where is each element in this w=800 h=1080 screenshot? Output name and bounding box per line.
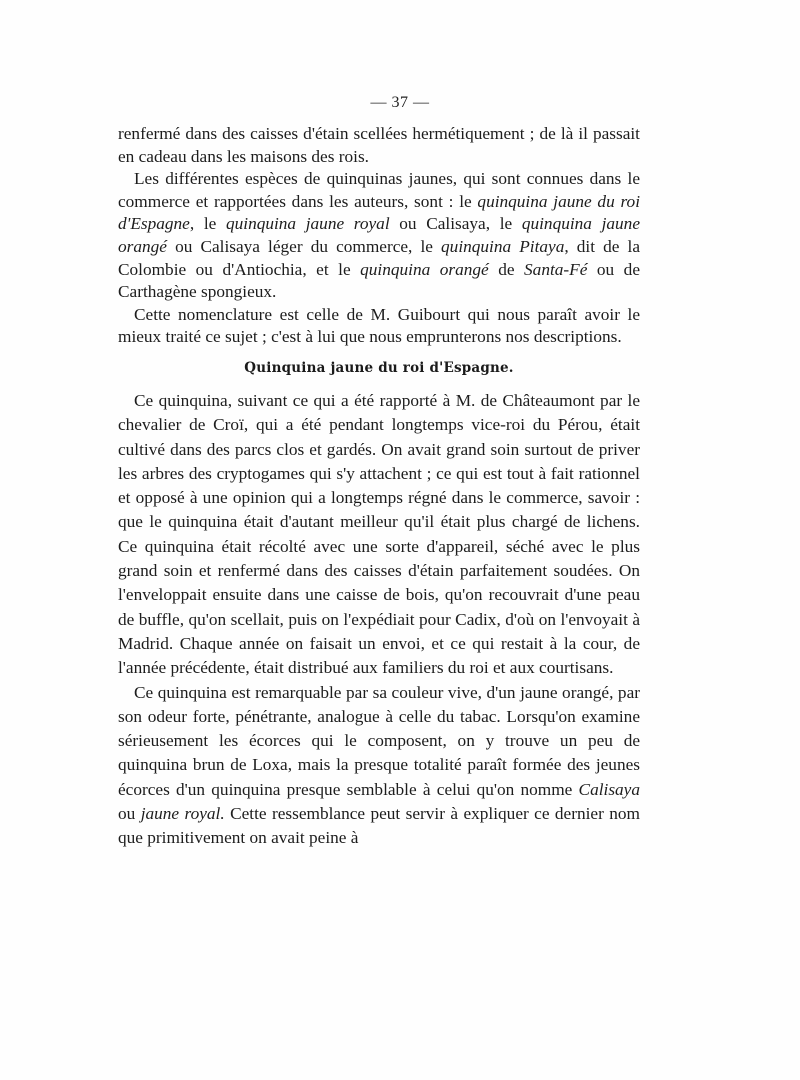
italic-text: Santa-Fé xyxy=(524,259,588,279)
italic-text: jaune royal. xyxy=(140,803,225,823)
paragraph xyxy=(118,168,640,304)
section-heading: Quinquina jaune du roi d'Espagne. xyxy=(244,359,514,376)
text-segment: , dit de la Colombie ou d'Antiochia, et le xyxy=(118,236,640,279)
body-text xyxy=(118,123,640,851)
paragraph xyxy=(118,304,640,349)
text-segment: de xyxy=(488,259,525,279)
text-segment: ou xyxy=(118,803,141,823)
text-segment: Cette ressemblance peut servir à expliquer ce dernier nom que primitivement on avait peine à xyxy=(118,803,640,848)
italic-text: quinquina Pitaya xyxy=(441,236,565,256)
text-segment: ou Calisaya, le xyxy=(389,214,522,234)
text-segment: Ce quinquina est remarquable par sa couleur vive, d'un jaune orangé, par son odeur forte, pénétrante, analogue à celle du tabac. Lorsqu'on examine sérieusement les écorces qui le composent, on y trouve un peu de quinquina brun de Loxa, mais la presque totalité paraît formée des jeunes écorces d'un quinquina presque semblable à celui qu'on nomme xyxy=(118,682,640,799)
text-segment: ou de Carthagène spongieux. xyxy=(118,259,640,302)
italic-text: quinquina jaune orangé xyxy=(118,214,640,256)
paragraph xyxy=(118,681,640,851)
text-segment: , le xyxy=(189,214,226,234)
italic-text: quinquina jaune royal xyxy=(225,214,390,234)
paragraph xyxy=(118,389,640,681)
italic-text: quinquina jaune du roi d'Espagne xyxy=(118,191,640,234)
text-segment: Cette nomenclature est celle de M. Guibourt qui nous paraît avoir le mieux traité ce sujet ; c'est à lui que nous emprunterons nos descriptions. xyxy=(118,304,640,347)
page-number: — 37 — xyxy=(370,94,430,111)
text-segment: Ce quinquina, suivant ce qui a été rapporté à M. de Châteaumont par le chevalier de Croï, qui a été pendant longtemps vice-roi du Pérou, était cultivé dans des parcs clos et gardés. On avait grand soin surtout de priver les arbres des cryptogames qui s'y attachent ; ce qui est tout à fait rationnel et opposé à une opinion qui a longtemps régné dans le commerce, savoir : que le quinquina était d'autant meilleur qu'il était plus chargé de lichens. Ce quinquina était récolté avec une sorte d'appareil, séché avec le plus grand soin et renfermé dans des caisses d'étain parfaitement soudées. On l'enveloppait ensuite dans une caisse de bois, qu'on recouvrait d'une peau de buffle, qu'on scellait, puis on l'expédiait pour Cadix, d'où on l'envoyait à Madrid. Chaque année on faisait un envoi, et ce qui restait à la cour, de l'année précédente, était distribué aux familiers du roi et aux courtisans. xyxy=(118,390,640,678)
text-segment: Les différentes espèces de quinquinas jaunes, qui sont connues dans le commerce et rapportées dans les auteurs, sont : le xyxy=(118,169,640,211)
paragraph xyxy=(118,123,640,168)
italic-text: quinquina orangé xyxy=(360,259,489,279)
text-segment: ou Calisaya léger du commerce, le xyxy=(166,236,442,256)
text-segment: renfermé dans des caisses d'étain scellées hermétiquement ; de là il passait en cadeau dans les maisons des rois. xyxy=(118,124,640,166)
italic-text: Calisaya xyxy=(578,779,640,799)
